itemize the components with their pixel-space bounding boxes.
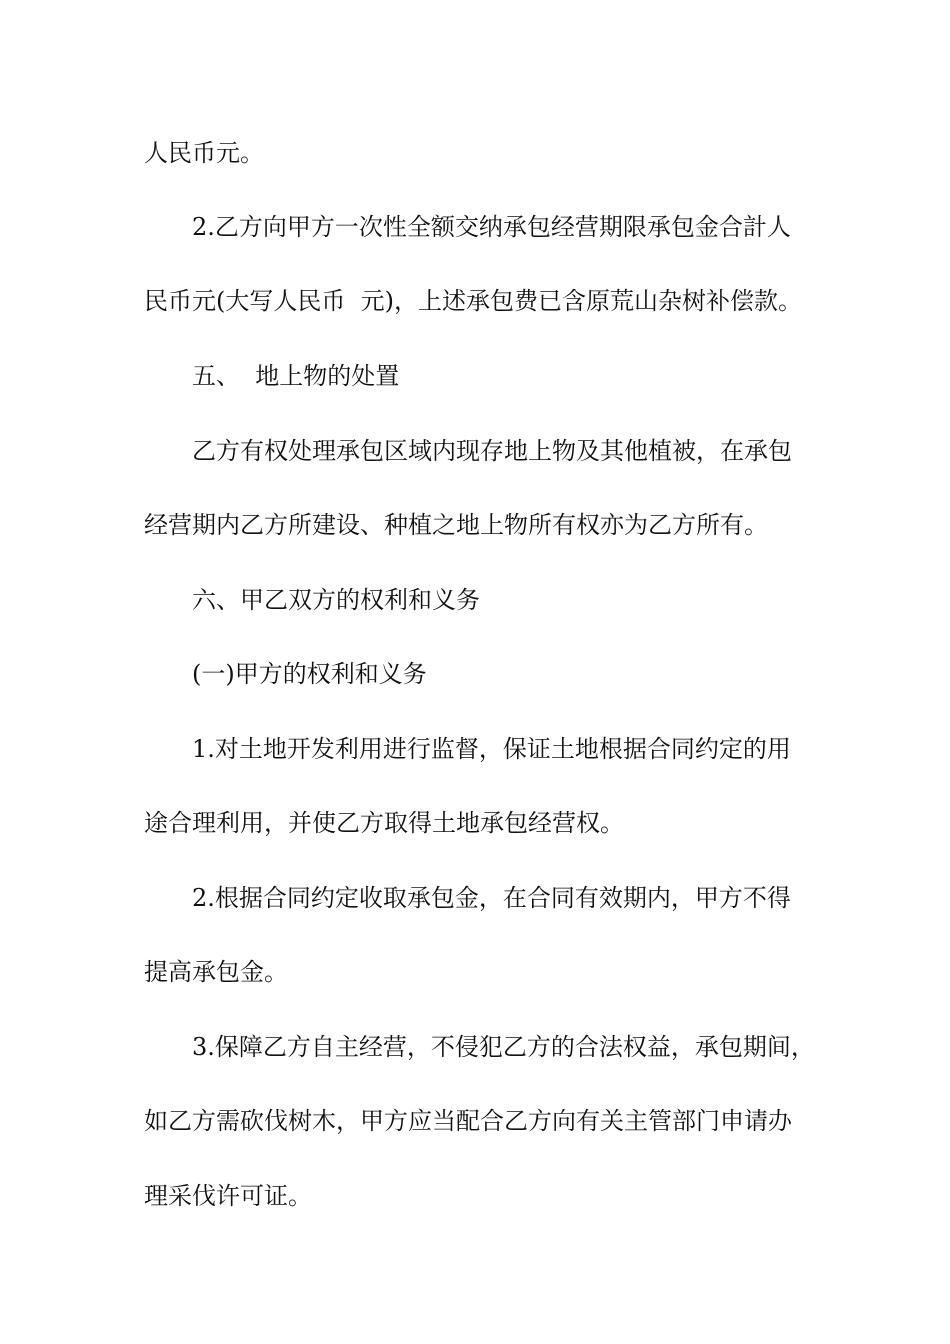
- text-line-2: 2.乙方向甲方一次性全额交纳承包经营期限承包金合計人: [192, 213, 791, 241]
- section-heading-6: 六、甲乙双方的权利和义务: [192, 586, 480, 614]
- text-line-6: 经营期内乙方所建设、种植之地上物所有权亦为乙方所有。: [144, 511, 768, 539]
- subsection-heading: (一)甲方的权利和义务: [192, 660, 427, 688]
- text-line-10: 途合理利用，并使乙方取得土地承包经营权。: [144, 809, 624, 837]
- text-line-15: 理采伐许可证。: [144, 1182, 312, 1210]
- text-line-13: 3.保障乙方自主经营，不侵犯乙方的合法权益，承包期间，: [192, 1033, 815, 1061]
- text-line-9: 1.对土地开发利用进行监督，保证土地根据合同约定的用: [192, 735, 791, 763]
- text-line-14: 如乙方需砍伐树木，甲方应当配合乙方向有关主管部门申请办: [144, 1107, 792, 1135]
- text-line-11: 2.根据合同约定收取承包金，在合同有效期内，甲方不得: [192, 884, 791, 912]
- text-line-3: 民币元(大写人民币 元)，上述承包费已含原荒山杂树补偿款。: [144, 287, 802, 315]
- text-line-1: 人民币元。: [144, 139, 264, 167]
- section-heading-5: 五、 地上物的处置: [192, 362, 400, 390]
- text-line-12: 提高承包金。: [144, 958, 288, 986]
- text-line-5: 乙方有权处理承包区域内现存地上物及其他植被，在承包: [192, 437, 792, 465]
